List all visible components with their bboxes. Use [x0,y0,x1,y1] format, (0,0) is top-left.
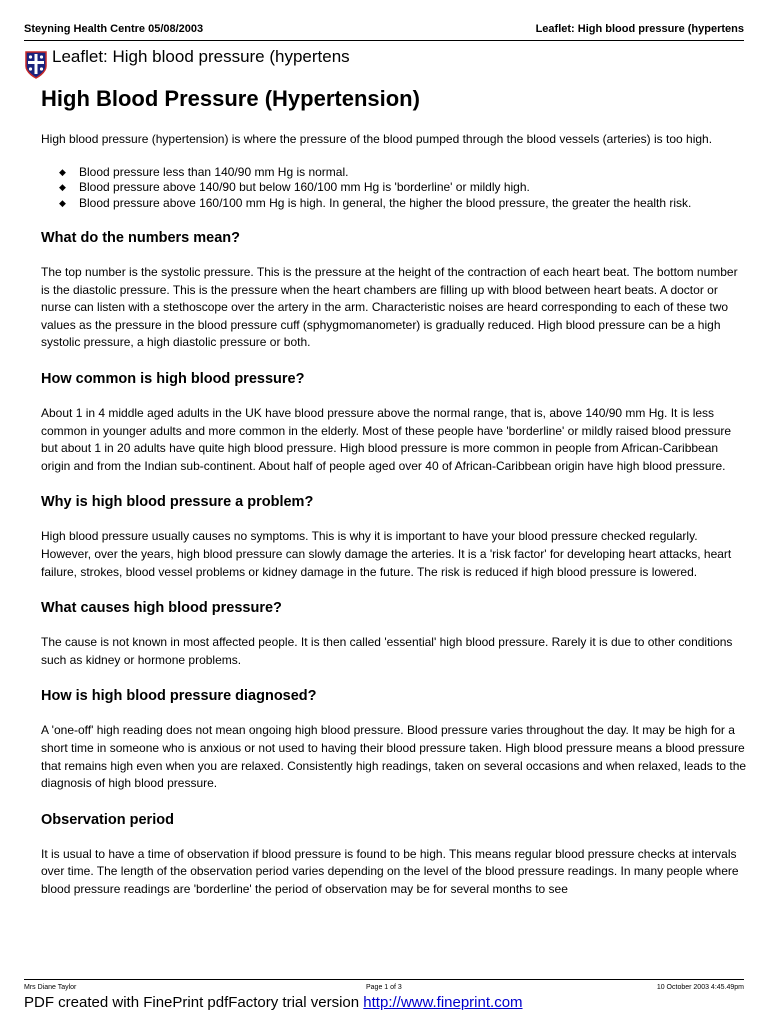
pdf-notice-text: PDF created with FinePrint pdfFactory trial version [24,994,364,1011]
bullet-list [41,165,747,212]
footer-author: Mrs Diane Taylor [24,984,77,991]
pdf-notice [24,994,523,1011]
section-heading: Why is high blood pressure a problem? [41,494,314,511]
footer-date: 10 October 2003 4:45.49pm [656,984,744,991]
footer-page-number: Page 1 of 3 [366,984,402,991]
header-right-text: Leaflet: High blood pressure (hypertens [535,23,744,35]
intro-paragraph: High blood pressure (hypertension) is where the pressure of the blood pumped through the blood vessels (arteries) is too high. [41,132,713,146]
page-title: High Blood Pressure (Hypertension) [41,86,420,111]
list-item [41,196,747,212]
section-heading: What do the numbers mean? [41,230,240,247]
section-heading: What causes high blood pressure? [41,600,282,617]
section-paragraph: It is usual to have a time of observation if blood pressure is found to be high. This means regular blood pressure checks at intervals over time. The length of the observation period varies depending on the level of the blood pressure readings. In many people where blood pressure readings are 'borderline' the period of observation may be for several months to see [41,846,739,896]
crest-icon [24,50,48,80]
list-item-text: Blood pressure above 140/90 but below 160/100 mm Hg is 'borderline' or mildly high. [79,180,530,195]
header-left-text: Steyning Health Centre 05/08/2003 [24,23,204,35]
section-heading: Observation period [41,811,174,828]
list-item [41,165,747,181]
section-heading: How common is high blood pressure? [41,371,305,388]
fineprint-link[interactable]: http://www.fineprint.com [363,994,523,1011]
list-item [41,180,747,196]
list-item-text: Blood pressure above 160/100 mm Hg is high. In general, the higher the blood pressure, the greater the health risk. [79,195,692,210]
list-item-text: Blood pressure less than 140/90 mm Hg is normal. [79,164,349,179]
page-footer [24,979,744,993]
section-paragraph: A 'one-off' high reading does not mean ongoing high blood pressure. Blood pressure varies throughout the day. It may be high for a short time in someone who is anxious or not used to having their blood pressure taken. High blood pressure means a blood pressure that remains high even when you are relaxed. Consistently high readings, taken on several occasions and when relaxed, leads to the diagnosis of high blood pressure. [41,723,747,791]
section-paragraph: High blood pressure usually causes no symptoms. This is why it is important to have your blood pressure checked regularly. However, over the years, high blood pressure can slowly damage the arteries. It is a 'risk factor' for developing heart attacks, heart failure, strokes, blood vessel problems or kidney damage in the future. The risk is reduced if high blood pressure is lowered. [41,529,732,579]
diamond-bullet-icon: ◆ [59,197,66,208]
section-paragraph: The cause is not known in most affected people. It is then called 'essential' high blood pressure. Rarely it is due to other conditions such as kidney or hormone problems. [41,635,733,667]
diamond-bullet-icon: ◆ [59,182,66,193]
section-paragraph: The top number is the systolic pressure. This is the pressure at the height of the contraction of each heart beat. The bottom number is the diastolic pressure. This is the pressure when the heart chambers are filling up with blood between heart beats. A doctor or nurse can listen with a stethoscope over the artery in the arm. Characteristic noises are heard corresponding to each of these two values as the pressure in the blood pressure cuff (sphygmomanometer) is gradually reduced. High blood pressure can be a high systolic pressure, a high diastolic pressure or both. [41,265,738,350]
document-body [41,84,747,899]
diamond-bullet-icon: ◆ [59,166,66,177]
page-header [24,22,744,41]
leaflet-title: Leaflet: High blood pressure (hypertens [52,47,350,66]
section-paragraph: About 1 in 4 middle aged adults in the UK have blood pressure above the normal range, that is, above 140/90 mm Hg. It is less common in younger adults and more common in the elderly. Most of these people have 'borderline' or mildly raised blood pressure but about 1 in 20 adults have quite high blood pressure. High blood pressure is more common in people from African-Caribbean origin and from the Indian sub-continent. About half of people aged over 40 of African-Caribbean origin have high blood pressure. [41,406,732,473]
section-heading: How is high blood pressure diagnosed? [41,688,317,705]
